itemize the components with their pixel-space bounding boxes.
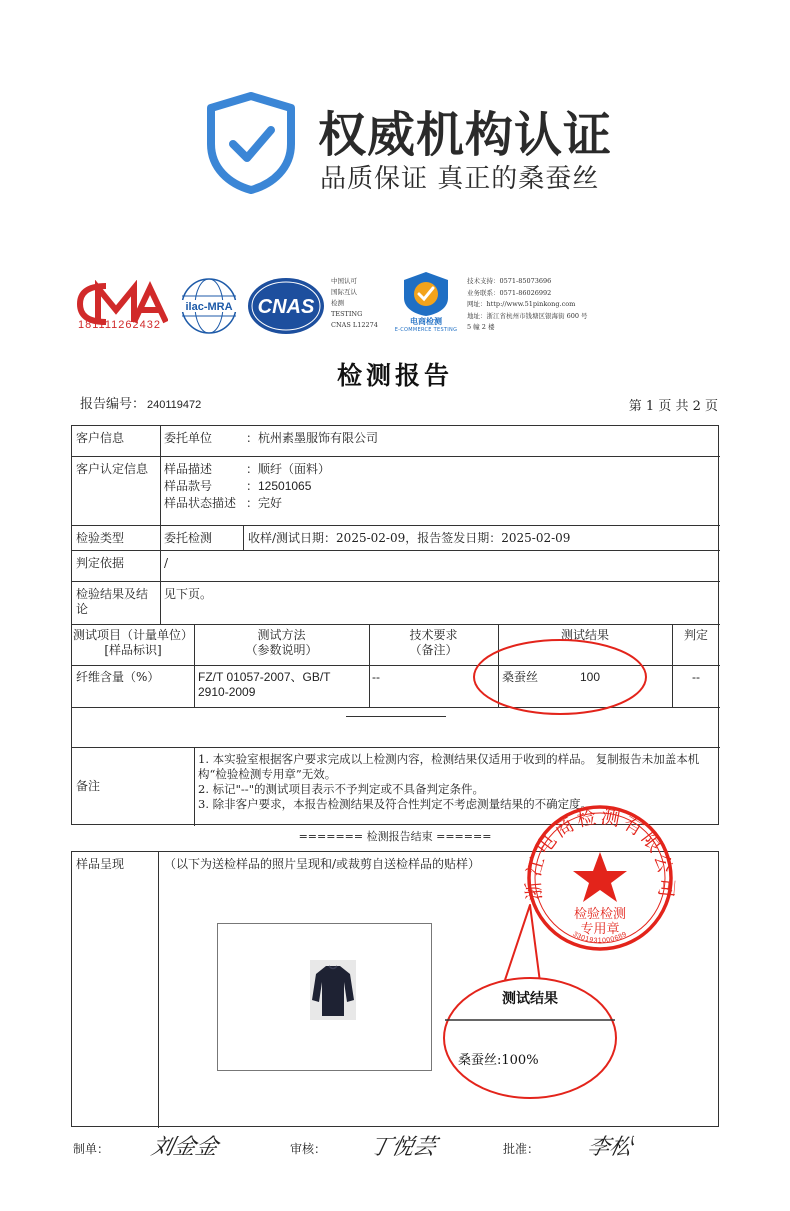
svg-text:ilac-MRA: ilac-MRA (185, 301, 233, 313)
col-method-header: 测试方法 （参数说明） (245, 628, 318, 657)
certification-row (0, 262, 790, 342)
row-result-value: 100 (580, 670, 601, 684)
inspection-type-value: 委托检测 (164, 531, 213, 545)
page-info: 第 1 页 共 2 页 (628, 399, 718, 414)
col-req-header: 技术要求 （备注） (409, 628, 458, 657)
entrusting-unit-label: 委托单位 (164, 431, 213, 445)
basis-value: / (164, 556, 169, 570)
garment-image-icon (310, 960, 356, 1020)
hero-banner (0, 0, 790, 240)
client-info-label: 客户信息 (76, 431, 125, 445)
stamp-ring-text: 浙江电商检测有限公司 (522, 805, 678, 902)
ecommerce-testing-cn: 电商检测 (410, 317, 442, 326)
sample-desc-value: ：顺纡（面料） (246, 462, 331, 476)
row-judge: -- (692, 670, 700, 684)
sample-box (71, 851, 719, 1127)
report-end-line: ======= 检测报告结束 ====== (298, 830, 492, 843)
ecommerce-testing-en: E-COMMERCE TESTING (394, 327, 458, 333)
row-item: 纤维含量（%） (76, 670, 160, 684)
review-signature: 丁悦芸 (366, 1135, 439, 1160)
sample-state-label: 样品状态描述 (164, 496, 237, 510)
cma-number: 181111262432 (78, 319, 161, 331)
entrusting-unit-value: ：杭州素墨服饰有限公司 (246, 431, 379, 445)
result-value: 见下页。 (164, 587, 213, 601)
report-number: 报告编号： 240119472 (80, 397, 202, 412)
sample-photo-frame (217, 923, 432, 1071)
note-1: 1. 本实验室根据客户要求完成以上检测内容，检测结果仅适用于收到的样品。 复制报告未加盖本机构“检验检测专用章”无效。 (198, 752, 700, 781)
shield-check-icon (205, 92, 297, 194)
ilac-mra-logo-icon (176, 276, 242, 336)
contact-info: 技术支持：0571-85073696 业务联系：0571-86026992 网址：http://www.51pinkong.com 地址：浙江省杭州市钱塘区银海街 600 号 5 幢 2 楼 (467, 277, 588, 331)
row-result-name: 桑蚕丝 (502, 670, 539, 684)
sample-desc-label: 样品描述 (164, 462, 213, 476)
svg-text:CNAS: CNAS (257, 296, 315, 318)
col-item-header: 测试项目（计量单位） [样品标识] (72, 628, 193, 657)
hero-subtitle: 品质保证 真正的桑蚕丝 (320, 164, 600, 194)
result-label: 检验结果及结论 (76, 587, 149, 616)
bubble-title: 测试结果 (502, 991, 558, 1007)
basis-label: 判定依据 (76, 556, 125, 570)
bubble-value: 桑蚕丝:100% (458, 1053, 539, 1068)
cnas-accreditation-text: 中国认可 国际互认 检测 TESTING CNAS L12274 (331, 277, 378, 329)
note-2: 2. 标记"--"的测试项目表示不予判定或不具备判定条件。 (198, 782, 484, 796)
sample-label: 样品呈现 (76, 857, 125, 871)
report-table (71, 425, 719, 825)
client-confirm-label: 客户认定信息 (76, 462, 149, 476)
approve-label: 批准： (503, 1142, 540, 1156)
hero-title: 权威机构认证 (318, 107, 613, 163)
note-3: 3. 除非客户要求，本报告检测结果及符合性判定不考虑测量结果的不确定度。 (198, 797, 593, 811)
notes-list (198, 752, 718, 812)
col-result-header: 测试结果 (560, 628, 609, 642)
sample-photo (310, 960, 356, 1020)
prepared-signature: 刘金金 (148, 1135, 221, 1160)
sample-state-value: ：完好 (246, 496, 283, 510)
cnas-logo-icon (246, 276, 326, 336)
row-req: -- (372, 670, 380, 684)
stamp-number: 3301931000689 (571, 930, 629, 945)
dates-text: 收样/测试日期：2025-02-09，报告签发日期：2025-02-09 (248, 531, 571, 545)
stamp-center-text-2: 专用章 (580, 922, 620, 937)
stamp-center-text-1: 检验检测 (573, 907, 627, 922)
sample-no-value: ：12501065 (246, 479, 312, 493)
report-title: 检测报告 (336, 361, 453, 390)
prepared-label: 制单： (73, 1142, 110, 1156)
notes-label: 备注 (76, 779, 101, 793)
sample-caption: （以下为送检样品的照片呈现和/或裁剪自送检样品的贴样） (164, 857, 481, 871)
sample-no-label: 样品款号 (164, 479, 213, 493)
col-judge-header: 判定 (683, 628, 708, 642)
review-label: 审核： (290, 1142, 327, 1156)
row-method: FZ/T 01057-2007、GB/T 2910-2009 (198, 670, 331, 699)
approve-signature: 李松 (584, 1135, 635, 1160)
inspection-type-label: 检验类型 (76, 531, 125, 545)
